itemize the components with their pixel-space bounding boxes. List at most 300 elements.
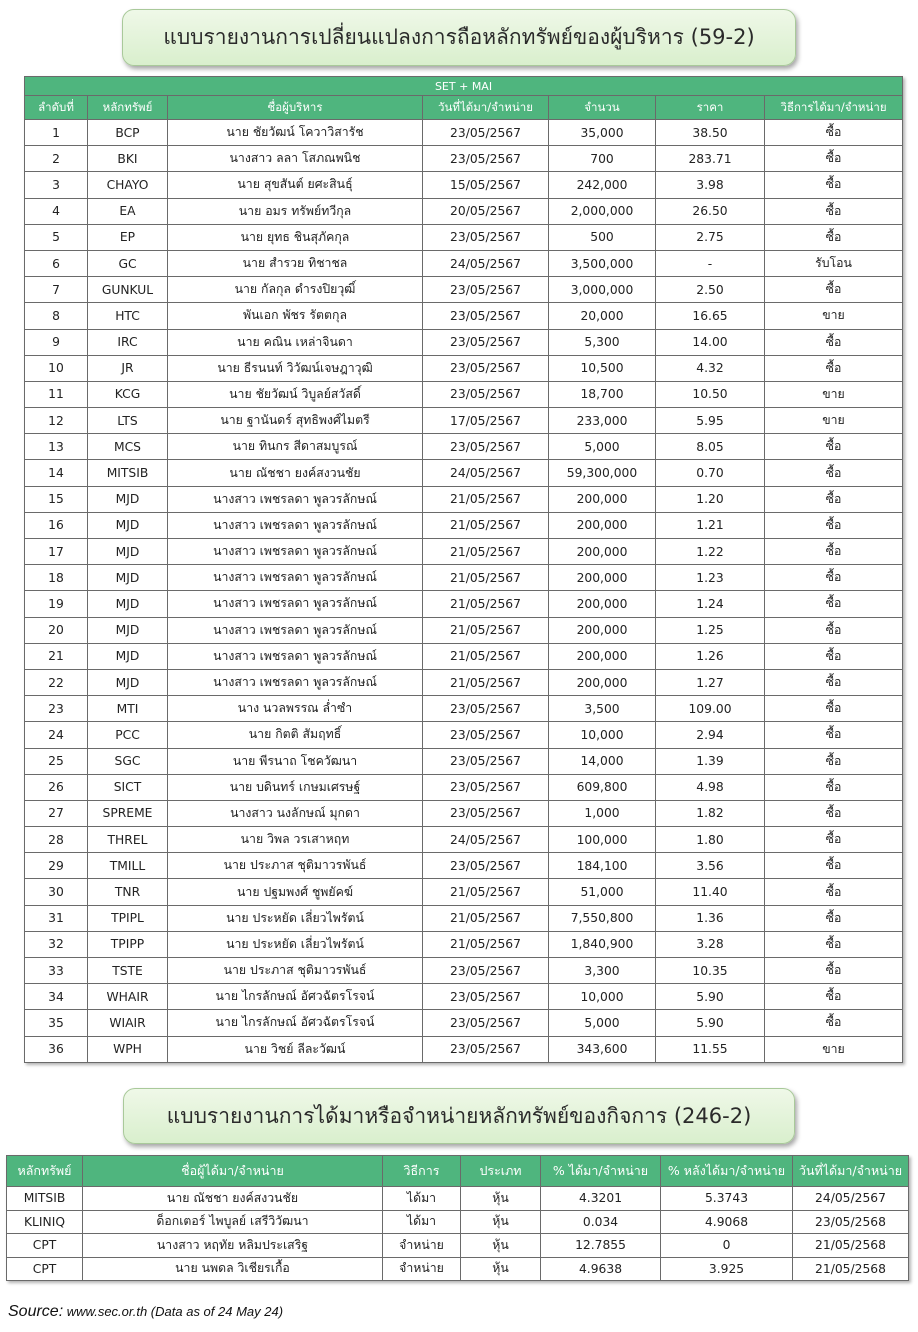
table-body [25, 120, 903, 1063]
table-cell: 1.80 [656, 827, 765, 853]
table-cell: 23/05/2567 [423, 984, 549, 1010]
table-row [7, 1187, 909, 1211]
table-cell: ซื้อ [765, 329, 903, 355]
table-cell: 109.00 [656, 696, 765, 722]
report1-title: แบบรายงานการเปลี่ยนแปลงการถือหลักทรัพย์ของผู้บริหาร (59-2) [122, 9, 796, 66]
table-cell: 1.82 [656, 800, 765, 826]
table-cell: EP [88, 224, 168, 250]
table-cell: นางสาว ลลา โสภณพนิช [168, 146, 423, 172]
table-cell: 200,000 [549, 512, 656, 538]
table-row [7, 1210, 909, 1234]
table-cell: WIAIR [88, 1010, 168, 1036]
table-cell: 26 [25, 774, 88, 800]
table-cell: 4.9638 [541, 1257, 661, 1281]
table-cell: 20,000 [549, 303, 656, 329]
table-row [25, 774, 903, 800]
table-cell: ขาย [765, 303, 903, 329]
table-cell: GC [88, 250, 168, 276]
table-cell: นาย กัลกุล ดำรงปิยวุฒิ์ [168, 277, 423, 303]
column-header: จำนวน [549, 96, 656, 120]
table-row [25, 617, 903, 643]
column-header: วิธีการ [383, 1156, 461, 1187]
table-cell: ซื้อ [765, 617, 903, 643]
table-cell: 4.3201 [541, 1187, 661, 1211]
table-cell: 5,000 [549, 1010, 656, 1036]
table-cell: 3,000,000 [549, 277, 656, 303]
table-cell: 700 [549, 146, 656, 172]
table-cell: นางสาว เพชรลดา พูลวรลักษณ์ [168, 565, 423, 591]
table-cell: 6 [25, 250, 88, 276]
table-cell: CPT [7, 1234, 83, 1258]
table-row [25, 958, 903, 984]
table-cell: 200,000 [549, 486, 656, 512]
table-cell: ซื้อ [765, 277, 903, 303]
table-cell: 233,000 [549, 408, 656, 434]
table-row [25, 512, 903, 538]
table-cell: 36 [25, 1036, 88, 1062]
table-cell: 5.90 [656, 1010, 765, 1036]
table-row [25, 565, 903, 591]
table-cell: ด็อกเตอร์ ไพบูลย์ เสรีวิวัฒนา [83, 1210, 383, 1234]
table-row [25, 1010, 903, 1036]
table-cell: ซื้อ [765, 539, 903, 565]
table-cell: 21 [25, 643, 88, 669]
table-cell: 33 [25, 958, 88, 984]
table-cell: นาย ประภาส ชุติมาวรพันธ์ [168, 958, 423, 984]
table-cell: นางสาว เพชรลดา พูลวรลักษณ์ [168, 591, 423, 617]
table-cell: 21/05/2568 [793, 1257, 909, 1281]
table-cell: 21/05/2567 [423, 565, 549, 591]
table-cell: 22 [25, 669, 88, 695]
table-cell: 23/05/2567 [423, 1010, 549, 1036]
acquisition-disposal-table [6, 1155, 909, 1281]
table-row [25, 984, 903, 1010]
column-header: ชื่อผู้ได้มา/จำหน่าย [83, 1156, 383, 1187]
source-label: Source: [8, 1303, 64, 1320]
table-cell: จำหน่าย [383, 1234, 461, 1258]
table-cell: 21/05/2567 [423, 486, 549, 512]
table-cell: นาย วิชย์ ลีละวัฒน์ [168, 1036, 423, 1062]
table-cell: SPREME [88, 800, 168, 826]
table-cell: 184,100 [549, 853, 656, 879]
table-cell: นาง นวลพรรณ ล่ำซำ [168, 696, 423, 722]
column-header: ราคา [656, 96, 765, 120]
table-cell: นาย กิตติ สัมฤทธิ์ [168, 722, 423, 748]
table-cell: 30 [25, 879, 88, 905]
table-cell: 3 [25, 172, 88, 198]
table-row [7, 1257, 909, 1281]
table-cell: 3.56 [656, 853, 765, 879]
column-header: หลักทรัพย์ [88, 96, 168, 120]
table-cell: 21/05/2567 [423, 539, 549, 565]
table-cell: 10,500 [549, 355, 656, 381]
table-cell: 10.35 [656, 958, 765, 984]
table-cell: นางสาว เพชรลดา พูลวรลักษณ์ [168, 512, 423, 538]
table-cell: 200,000 [549, 539, 656, 565]
table-cell: 24/05/2567 [423, 250, 549, 276]
table-cell: 2.50 [656, 277, 765, 303]
insider-trading-table [24, 76, 903, 1063]
table-cell: 19 [25, 591, 88, 617]
table-cell: MJD [88, 617, 168, 643]
table-row [25, 434, 903, 460]
table-cell: 21/05/2567 [423, 905, 549, 931]
table-cell: 23/05/2568 [793, 1210, 909, 1234]
table-cell: TPIPP [88, 931, 168, 957]
table-cell: WPH [88, 1036, 168, 1062]
table-cell: รับโอน [765, 250, 903, 276]
table-cell: 23/05/2567 [423, 303, 549, 329]
table-cell: 7,550,800 [549, 905, 656, 931]
table-cell: ขาย [765, 408, 903, 434]
table-header-row [25, 96, 903, 120]
table-cell: 1.27 [656, 669, 765, 695]
table-cell: 14,000 [549, 748, 656, 774]
table-cell: 23/05/2567 [423, 748, 549, 774]
table-cell: 26.50 [656, 198, 765, 224]
table-cell: 23 [25, 696, 88, 722]
table-cell: 35,000 [549, 120, 656, 146]
table-row [25, 853, 903, 879]
table-row [25, 224, 903, 250]
table-cell: ได้มา [383, 1210, 461, 1234]
table-cell: 100,000 [549, 827, 656, 853]
table-header-row [7, 1156, 909, 1187]
table-row [25, 539, 903, 565]
table-row [25, 120, 903, 146]
table-cell: 12.7855 [541, 1234, 661, 1258]
table-cell: 21/05/2567 [423, 512, 549, 538]
table-cell: 11.55 [656, 1036, 765, 1062]
table-cell: BCP [88, 120, 168, 146]
table-row [25, 696, 903, 722]
source-note [8, 1303, 283, 1321]
table-cell: นาย บดินทร์ เกษมเศรษฐ์ [168, 774, 423, 800]
table-row [25, 722, 903, 748]
table-cell: 10.50 [656, 381, 765, 407]
table-row [25, 486, 903, 512]
table-cell: 242,000 [549, 172, 656, 198]
table-cell: MTI [88, 696, 168, 722]
table-cell: 1,840,900 [549, 931, 656, 957]
table-cell: ซื้อ [765, 722, 903, 748]
table-cell: 4.9068 [661, 1210, 793, 1234]
table-cell: 23/05/2567 [423, 381, 549, 407]
table-cell: 23/05/2567 [423, 722, 549, 748]
table-cell: 23/05/2567 [423, 224, 549, 250]
table-cell: นาย สุขสันต์ ยศะสินธุ์ [168, 172, 423, 198]
table-cell: PCC [88, 722, 168, 748]
table-cell: 2.75 [656, 224, 765, 250]
table-cell: ซื้อ [765, 224, 903, 250]
table-cell: นาย สำรวย ทิชาชล [168, 250, 423, 276]
table-cell: จำหน่าย [383, 1257, 461, 1281]
table-cell: IRC [88, 329, 168, 355]
table-cell: นาย ฐานันดร์ สุทธิพงศ์ไมตรี [168, 408, 423, 434]
table-cell: TMILL [88, 853, 168, 879]
table-cell: 23/05/2567 [423, 774, 549, 800]
table-cell: 21/05/2567 [423, 879, 549, 905]
table-cell: - [656, 250, 765, 276]
table-cell: นาย ไกรลักษณ์ อัศวฉัตรโรจน์ [168, 984, 423, 1010]
table-cell: นาย อมร ทรัพย์ทวีกุล [168, 198, 423, 224]
table-cell: MJD [88, 565, 168, 591]
table-cell: ซื้อ [765, 931, 903, 957]
table-cell: นาย คณิน เหล่าจินดา [168, 329, 423, 355]
table-cell: 4.32 [656, 355, 765, 381]
table-cell: MJD [88, 669, 168, 695]
table-cell: ซื้อ [765, 905, 903, 931]
table-cell: 8.05 [656, 434, 765, 460]
table-cell: 5,000 [549, 434, 656, 460]
table-cell: 8 [25, 303, 88, 329]
table-cell: 23/05/2567 [423, 120, 549, 146]
table-cell: ซื้อ [765, 774, 903, 800]
table-cell: 34 [25, 984, 88, 1010]
table-cell: 1.23 [656, 565, 765, 591]
table-cell: 2.94 [656, 722, 765, 748]
table-cell: 11 [25, 381, 88, 407]
table-cell: 23/05/2567 [423, 355, 549, 381]
table-cell: 21/05/2567 [423, 669, 549, 695]
table-cell: 17 [25, 539, 88, 565]
table-cell: 12 [25, 408, 88, 434]
table-row [25, 931, 903, 957]
table-cell: ซื้อ [765, 984, 903, 1010]
report2-title: แบบรายงานการได้มาหรือจำหน่ายหลักทรัพย์ของกิจการ (246-2) [123, 1088, 795, 1144]
table-cell: 4.98 [656, 774, 765, 800]
table-cell: 1.36 [656, 905, 765, 931]
table-cell: ซื้อ [765, 565, 903, 591]
table-cell: 5,300 [549, 329, 656, 355]
table-cell: นาย ทินกร สีดาสมบูรณ์ [168, 434, 423, 460]
table-cell: 21/05/2567 [423, 931, 549, 957]
table-cell: พันเอก พัชร รัตตกุล [168, 303, 423, 329]
table-cell: 14 [25, 460, 88, 486]
table-row [25, 460, 903, 486]
column-header: วิธีการได้มา/จำหน่าย [765, 96, 903, 120]
table-cell: นางสาว เพชรลดา พูลวรลักษณ์ [168, 486, 423, 512]
table-cell: นางสาว เพชรลดา พูลวรลักษณ์ [168, 617, 423, 643]
table-cell: MJD [88, 591, 168, 617]
table-cell: 15 [25, 486, 88, 512]
table-cell: 2 [25, 146, 88, 172]
table-cell: ซื้อ [765, 172, 903, 198]
table-cell: ได้มา [383, 1187, 461, 1211]
table-cell: 1.25 [656, 617, 765, 643]
table-cell: ซื้อ [765, 120, 903, 146]
table-row [25, 355, 903, 381]
table-cell: KCG [88, 381, 168, 407]
table-cell: 23/05/2567 [423, 146, 549, 172]
table-row [25, 329, 903, 355]
table-cell: 609,800 [549, 774, 656, 800]
table-cell: ขาย [765, 381, 903, 407]
table-cell: ซื้อ [765, 696, 903, 722]
column-header: % หลังได้มา/จำหน่าย [661, 1156, 793, 1187]
column-header: % ได้มา/จำหน่าย [541, 1156, 661, 1187]
table-cell: SICT [88, 774, 168, 800]
table-cell: 23/05/2567 [423, 800, 549, 826]
table-cell: 18 [25, 565, 88, 591]
table-cell: ซื้อ [765, 748, 903, 774]
table-cell: 23/05/2567 [423, 696, 549, 722]
table-cell: 200,000 [549, 565, 656, 591]
table-row [25, 1036, 903, 1062]
table-cell: 2,000,000 [549, 198, 656, 224]
table-cell: 21/05/2567 [423, 617, 549, 643]
table-row [25, 800, 903, 826]
table-cell: 51,000 [549, 879, 656, 905]
table-cell: ซื้อ [765, 1010, 903, 1036]
table-cell: 0 [661, 1234, 793, 1258]
table-cell: CPT [7, 1257, 83, 1281]
table-cell: 10 [25, 355, 88, 381]
column-header: หลักทรัพย์ [7, 1156, 83, 1187]
source-text: www.sec.or.th (Data as of 24 May 24) [66, 1304, 284, 1319]
table-cell: 4 [25, 198, 88, 224]
table-row [25, 879, 903, 905]
table-cell: 5.3743 [661, 1187, 793, 1211]
table-cell: 3,300 [549, 958, 656, 984]
table-cell: นาย นพดล วิเชียรเกื้อ [83, 1257, 383, 1281]
table-cell: 9 [25, 329, 88, 355]
table-cell: 5.95 [656, 408, 765, 434]
table-cell: ซื้อ [765, 460, 903, 486]
table-cell: 5.90 [656, 984, 765, 1010]
table-cell: 21/05/2567 [423, 643, 549, 669]
table-cell: 31 [25, 905, 88, 931]
table-row [25, 748, 903, 774]
table-cell: ซื้อ [765, 512, 903, 538]
table-cell: KLINIQ [7, 1210, 83, 1234]
table-cell: 23/05/2567 [423, 853, 549, 879]
table-cell: หุ้น [461, 1234, 541, 1258]
table-cell: นาย ณัชชา ยงค์สงวนชัย [83, 1187, 383, 1211]
table-cell: ซื้อ [765, 355, 903, 381]
table-cell: MCS [88, 434, 168, 460]
table-cell: 16.65 [656, 303, 765, 329]
table-cell: LTS [88, 408, 168, 434]
table-cell: 1.22 [656, 539, 765, 565]
table-cell: 3,500,000 [549, 250, 656, 276]
table-cell: 25 [25, 748, 88, 774]
table-row [25, 669, 903, 695]
table-cell: 27 [25, 800, 88, 826]
table-row [25, 643, 903, 669]
table-cell: 5 [25, 224, 88, 250]
table-cell: 1.39 [656, 748, 765, 774]
table-cell: 21/05/2567 [423, 591, 549, 617]
table-row [25, 303, 903, 329]
table-cell: EA [88, 198, 168, 224]
table-cell: นาย วิพล วรเสาหฤท [168, 827, 423, 853]
table-cell: 3.98 [656, 172, 765, 198]
table-cell: TSTE [88, 958, 168, 984]
table-cell: 1.20 [656, 486, 765, 512]
table-cell: ซื้อ [765, 669, 903, 695]
table-cell: นาย ปฐมพงศ์ ชูพยัคฆ์ [168, 879, 423, 905]
table-cell: 200,000 [549, 617, 656, 643]
table-cell: 29 [25, 853, 88, 879]
table-cell: ขาย [765, 1036, 903, 1062]
table-cell: ซื้อ [765, 643, 903, 669]
table-cell: 16 [25, 512, 88, 538]
table-cell: 20 [25, 617, 88, 643]
table-cell: 38.50 [656, 120, 765, 146]
table-cell: BKI [88, 146, 168, 172]
table-row [7, 1234, 909, 1258]
table-cell: นาย พีรนาถ โชควัฒนา [168, 748, 423, 774]
table-row [25, 408, 903, 434]
table-cell: นาย ยุทธ ชินสุภัคกุล [168, 224, 423, 250]
table-cell: ซื้อ [765, 958, 903, 984]
table-cell: 59,300,000 [549, 460, 656, 486]
table-cell: นาย ณัชชา ยงค์สงวนชัย [168, 460, 423, 486]
table-body [7, 1187, 909, 1281]
table-cell: นางสาว นงลักษณ์ มุกดา [168, 800, 423, 826]
table-cell: 23/05/2567 [423, 1036, 549, 1062]
table-cell: 1 [25, 120, 88, 146]
table-cell: THREL [88, 827, 168, 853]
table-cell: 10,000 [549, 984, 656, 1010]
table-cell: MJD [88, 643, 168, 669]
table-cell: 10,000 [549, 722, 656, 748]
table-cell: MJD [88, 512, 168, 538]
table-cell: 1.24 [656, 591, 765, 617]
table-row [25, 905, 903, 931]
column-header: วันที่ได้มา/จำหน่าย [423, 96, 549, 120]
table-cell: ซื้อ [765, 827, 903, 853]
table-cell: WHAIR [88, 984, 168, 1010]
table-cell: นาย ประหยัด เลี่ยวไพรัตน์ [168, 905, 423, 931]
table-cell: 3.28 [656, 931, 765, 957]
table-cell: ซื้อ [765, 853, 903, 879]
table-cell: 1.26 [656, 643, 765, 669]
table-cell: 23/05/2567 [423, 277, 549, 303]
table-cell: 23/05/2567 [423, 958, 549, 984]
table-cell: 23/05/2567 [423, 329, 549, 355]
table-cell: 7 [25, 277, 88, 303]
table-cell: นาย ประภาส ชุติมาวรพันธ์ [168, 853, 423, 879]
table-cell: ซื้อ [765, 879, 903, 905]
table-cell: 343,600 [549, 1036, 656, 1062]
table-row [25, 250, 903, 276]
table-cell: HTC [88, 303, 168, 329]
table-cell: GUNKUL [88, 277, 168, 303]
table-cell: นาย ไกรลักษณ์ อัศวฉัตรโรจน์ [168, 1010, 423, 1036]
column-header: วันที่ได้มา/จำหน่าย [793, 1156, 909, 1187]
table-cell: 21/05/2568 [793, 1234, 909, 1258]
table-cell: ซื้อ [765, 800, 903, 826]
table-cell: 3.925 [661, 1257, 793, 1281]
table-cell: 283.71 [656, 146, 765, 172]
table-cell: นาย ธีรนนท์ วิวัฒน์เจษฎาวุฒิ [168, 355, 423, 381]
table-cell: 0.034 [541, 1210, 661, 1234]
table-cell: นางสาว หฤทัย หลิมประเสริฐ [83, 1234, 383, 1258]
table-row [25, 381, 903, 407]
table-cell: 200,000 [549, 591, 656, 617]
market-label: SET + MAI [25, 77, 903, 96]
table-cell: TPIPL [88, 905, 168, 931]
table-cell: 200,000 [549, 643, 656, 669]
table-cell: MJD [88, 539, 168, 565]
table-cell: 3,500 [549, 696, 656, 722]
table-row [25, 277, 903, 303]
table-cell: 24/05/2567 [793, 1187, 909, 1211]
table-cell: หุ้น [461, 1187, 541, 1211]
table-cell: 32 [25, 931, 88, 957]
